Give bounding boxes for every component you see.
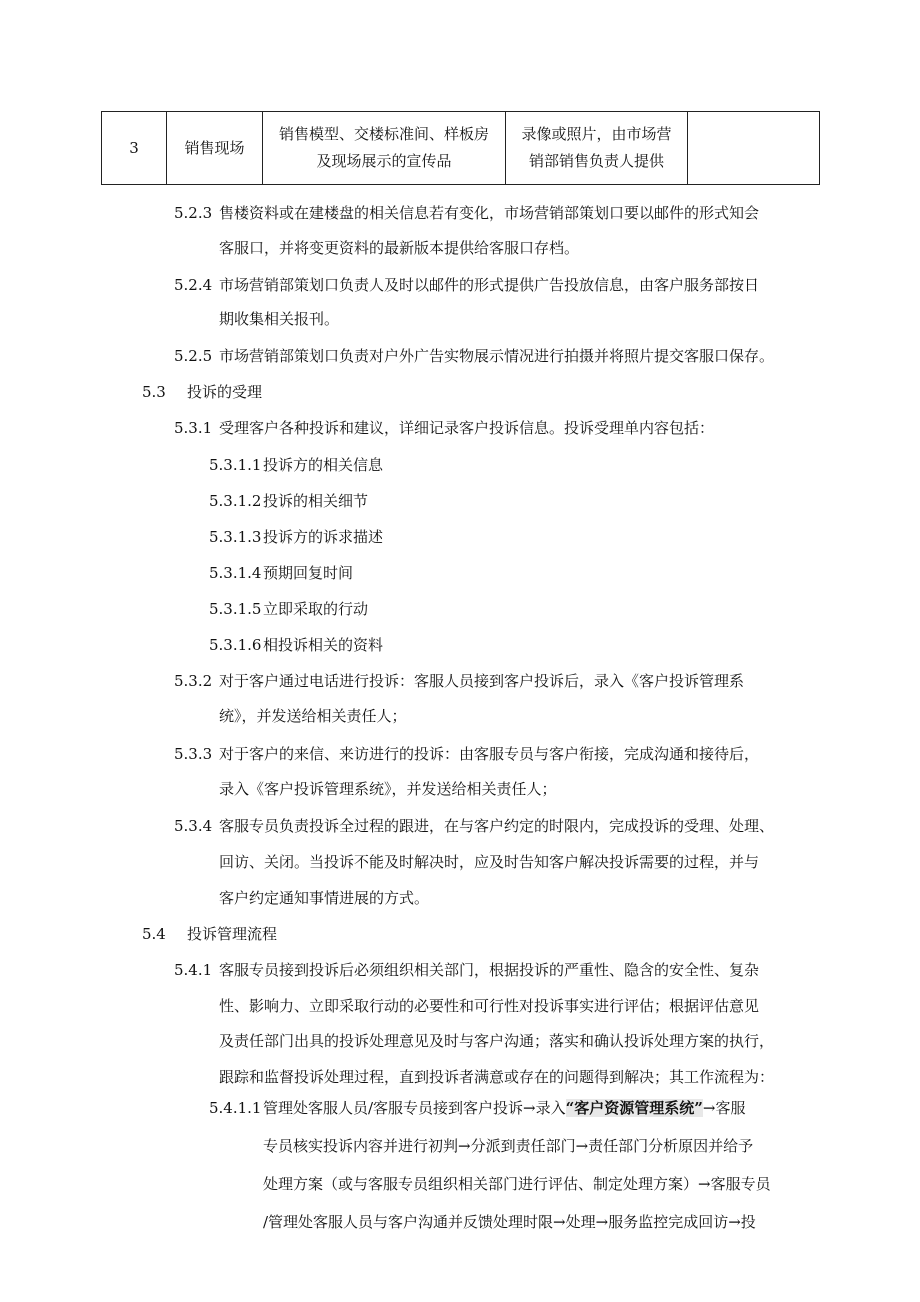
flow-highlight: “客户资源管理系统”: [565, 1099, 703, 1117]
row-content: [263, 112, 506, 185]
item-number: 5.3.1.4: [209, 564, 262, 582]
item-number: 5.3.1: [174, 419, 213, 437]
item-text-line: 性、影响力、立即采取行动的必要性和可行性对投诉事实进行评估；根据评估意见: [219, 997, 760, 1015]
item-text-line: 受理客户各种投诉和建议，详细记录客户投诉信息。投诉受理单内容包括：: [219, 419, 715, 437]
item-text-line: 及责任部门出具的投诉处理意见及时与客户沟通；落实和确认投诉处理方案的执行，: [219, 1032, 775, 1050]
item-text-line: 投诉方的相关信息: [263, 456, 384, 474]
item-text-line: 统》，并发送给相关责任人；: [219, 707, 407, 725]
item-number: 5.3.1.2: [209, 492, 262, 510]
item-text-line: 录入《客户投诉管理系统》，并发送给相关责任人；: [219, 780, 557, 798]
item-number: 5.3.1.6: [209, 636, 262, 654]
item-text-line: 预期回复时间: [263, 564, 354, 582]
flow-line: 处理方案（或与客服专员组织相关部门进行评估、制定处理方案）→客服专员: [263, 1175, 771, 1193]
item-number: 5.3.1.3: [209, 528, 262, 546]
item-text-line: 客户约定通知事情进展的方式。: [219, 889, 430, 907]
item-text-line: 售楼资料或在建楼盘的相关信息若有变化，市场营销部策划口要以邮件的形式知会: [219, 204, 760, 222]
item-text-line: 回访、关闭。当投诉不能及时解决时，应及时告知客户解决投诉需要的过程，并与: [219, 853, 760, 871]
row-method: [506, 112, 688, 185]
item-text-line: 对于客户通过电话进行投诉：客服人员接到客户投诉后，录入《客户投诉管理系: [219, 672, 745, 690]
table-row: [102, 112, 820, 185]
item-number: 5.2.5: [174, 347, 213, 365]
item-number: 5.2.4: [174, 276, 213, 294]
item-number: 5.3: [142, 383, 166, 401]
item-text-line: 期收集相关报刊。: [219, 310, 340, 328]
item-text-line: 客服口，并将变更资料的最新版本提供给客服口存档。: [219, 239, 580, 257]
row-number: 3: [102, 112, 167, 185]
item-text-line: 投诉的相关细节: [263, 492, 369, 510]
item-number: 5.3.1.5: [209, 600, 262, 618]
item-number: 5.4: [142, 925, 166, 943]
item-text-line: 投诉管理流程: [187, 925, 278, 943]
item-text-line: 立即采取的行动: [263, 600, 369, 618]
item-text-line: 客服专员负责投诉全过程的跟进，在与客户约定的时限内，完成投诉的受理、处理、: [219, 817, 775, 835]
row-name: 销售现场: [167, 112, 263, 185]
flow-pre: 管理处客服人员/客服专员接到客户投诉→录入: [263, 1099, 566, 1117]
flow-line: 专员核实投诉内容并进行初判→分派到责任部门→责任部门分析原因并给予: [263, 1137, 754, 1155]
row-content-line: 及现场展示的宣传品: [316, 152, 452, 170]
item-number: 5.3.3: [174, 745, 213, 763]
flow-line: [263, 1098, 745, 1118]
item-text-line: 投诉的受理: [187, 383, 263, 401]
item-number: 5.2.3: [174, 204, 213, 222]
item-text-line: 市场营销部策划口负责对户外广告实物展示情况进行拍摄并将照片提交客服口保存。: [219, 347, 775, 365]
item-number: 5.3.4: [174, 817, 213, 835]
flow-line: /管理处客服人员与客户沟通并反馈处理时限→处理→服务监控完成回访→投: [263, 1213, 756, 1231]
item-text-line: 相投诉相关的资料: [263, 636, 384, 654]
deliverables-table: [101, 111, 820, 185]
row-content-line: 销售模型、交楼标准间、样板房: [278, 125, 489, 143]
flow-post: →客服: [702, 1099, 746, 1117]
row-method-line: 录像或照片，由市场营: [521, 125, 672, 143]
item-number: 5.3.1.1: [209, 456, 262, 474]
item-text-line: 投诉方的诉求描述: [263, 528, 384, 546]
row-remark: [688, 112, 820, 185]
item-number: 5.4.1: [174, 961, 213, 979]
item-text-line: 市场营销部策划口负责人及时以邮件的形式提供广告投放信息，由客户服务部按日: [219, 276, 760, 294]
row-method-line: 销部销售负责人提供: [528, 152, 664, 170]
flow-number: 5.4.1.1: [209, 1099, 262, 1117]
item-text-line: 跟踪和监督投诉处理过程，直到投诉者满意或存在的问题得到解决；其工作流程为：: [219, 1068, 775, 1086]
item-number: 5.3.2: [174, 672, 213, 690]
item-text-line: 客服专员接到投诉后必须组织相关部门，根据投诉的严重性、隐含的安全性、复杂: [219, 961, 760, 979]
item-text-line: 对于客户的来信、来访进行的投诉：由客服专员与客户衔接，完成沟通和接待后，: [219, 745, 760, 763]
